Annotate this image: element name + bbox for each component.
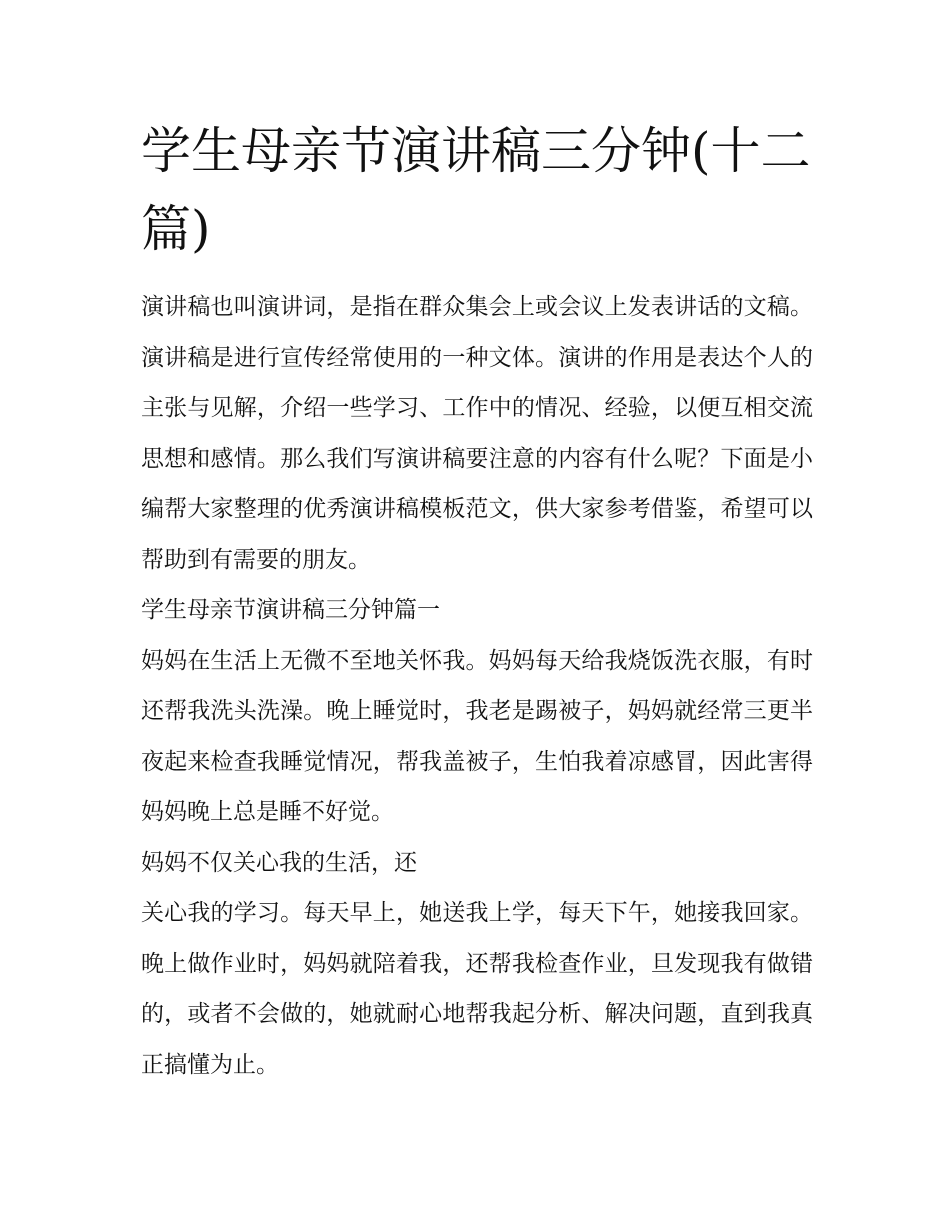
body-paragraph-3: 关心我的学习。每天早上，她送我上学，每天下午，她接我回家。晚上做作业时，妈妈就陪着我，还帮我检查作业，旦发现我有做错的，或者不会做的，她就耐心地帮我起分析、解决问题，直到我真正搞懂为止。 xyxy=(141,900,813,1078)
document-title: 学生母亲节演讲稿三分钟(十二篇) xyxy=(141,122,811,258)
document-body xyxy=(141,112,813,1090)
section-heading: 学生母亲节演讲稿三分钟篇一 xyxy=(141,597,440,623)
body-paragraph-2: 妈妈不仅关心我的生活，还 xyxy=(141,849,417,876)
intro-paragraph: 演讲稿也叫演讲词，是指在群众集会上或会议上发表讲话的文稿。演讲稿是进行宣传经常使用的一种文体。演讲的作用是表达个人的主张与见解，介绍一些学习、工作中的情况、经验，以便互相交流思想和感情。那么我们写演讲稿要注意的内容有什么呢？下面是小编帮大家整理的优秀演讲稿模板范文，供大家参考借鉴，希望可以帮助到有需要的朋友。 xyxy=(141,294,813,573)
body-paragraph-1: 妈妈在生活上无微不至地关怀我。妈妈每天给我烧饭洗衣服，有时还帮我洗头洗澡。晚上睡觉时，我老是踢被子，妈妈就经常三更半夜起来检查我睡觉情况，帮我盖被子，生怕我着凉感冒，因此害得妈妈晚上总是睡不好觉。 xyxy=(141,647,813,825)
